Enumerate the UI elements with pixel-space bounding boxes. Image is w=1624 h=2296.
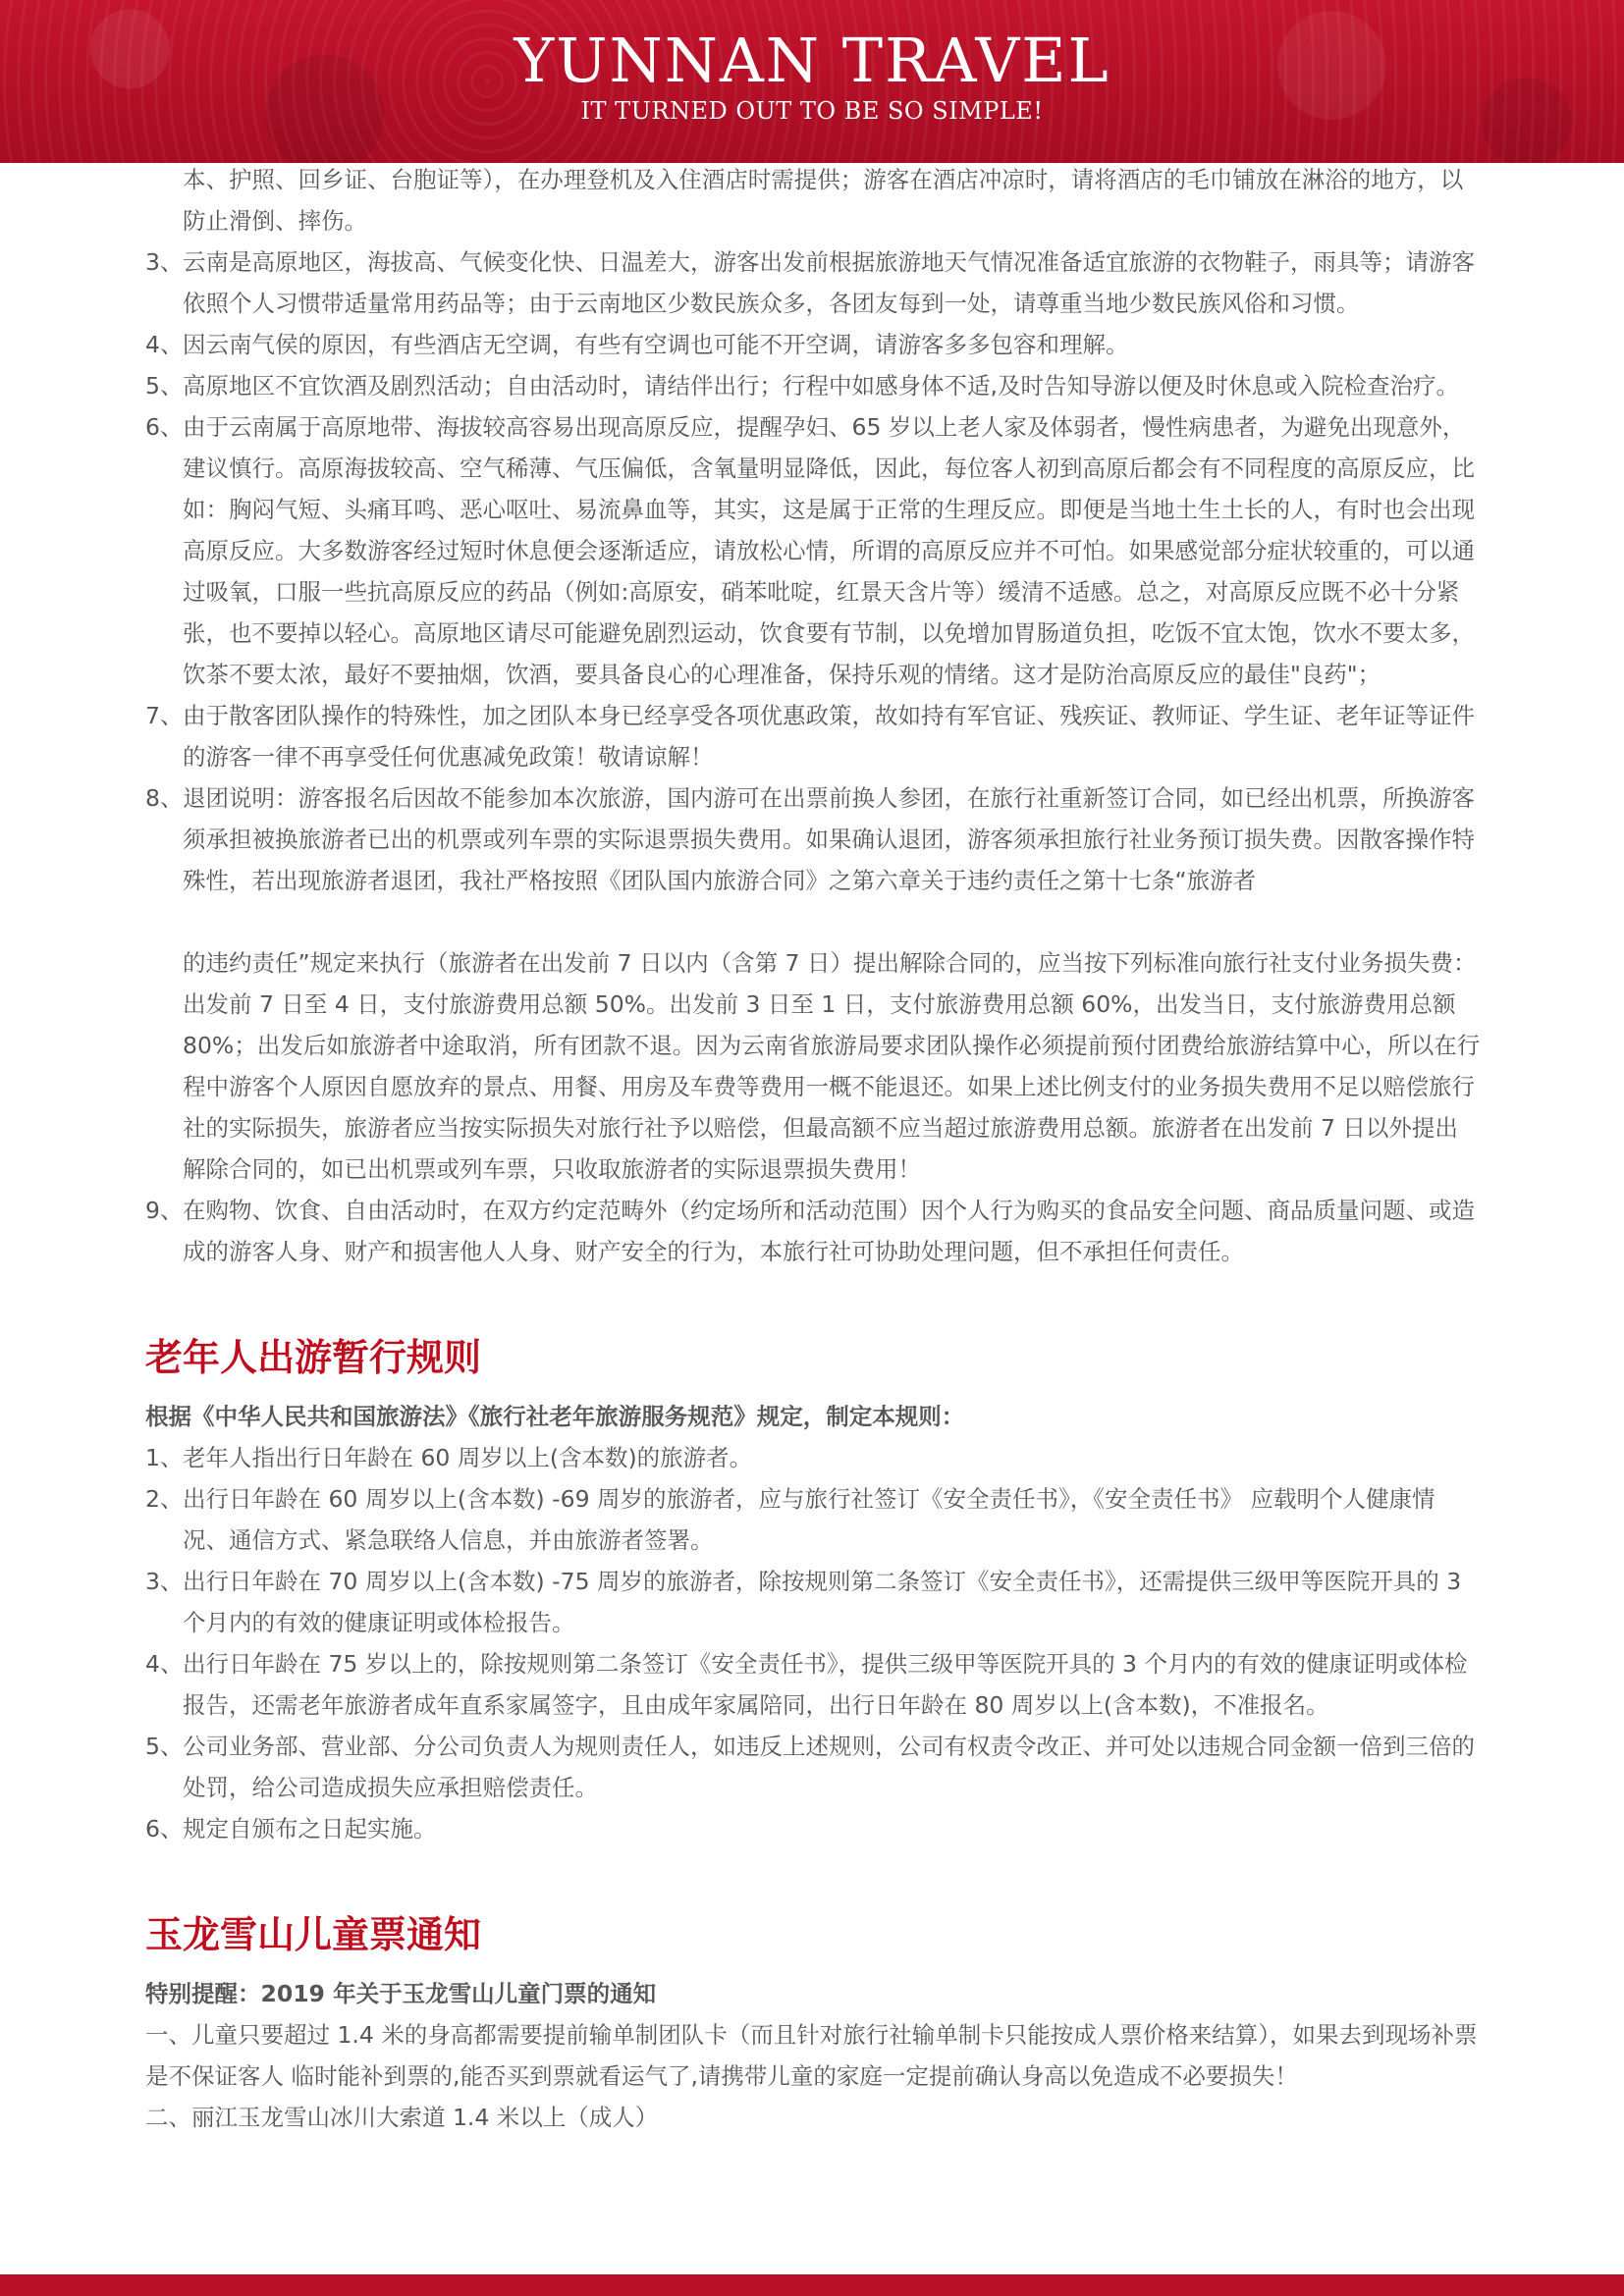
note-item-8-continued: 的违约责任”规定来执行（旅游者在出发前 7 日以内（含第 7 日）提出解除合同的，应当按下列标准向旅行社支付业务损失费：出发前 7 日至 4 日，支付旅游费用总额 50%。出发前 3 日至 1 日，支付旅游费用总额 60%，出发当日，支付旅游费用总额 80%；出发后如旅游者中途取消，所有团款不退。因为云南省旅游局要求团队操作必须提前预付团费给旅游结算中心，所以在行程中游客个人原因自愿放弃的景点、用餐、用房及车费等费用一概不能退还。如果上述比例支付的业务损失费用不足以赔偿旅行社的实际损失，旅游者应当按实际损失对旅行社予以赔偿，但最高额不应当超过旅游费用总额。旅游者在出发前 7 日以外提出解除合同的，如已出机票或列车票，只收取旅游者的实际退票损失费用！ <box>183 949 1481 1183</box>
item-number: 6、 <box>145 413 184 441</box>
brand-title: YUNNAN TRAVEL <box>514 25 1110 96</box>
note-item-5 <box>145 365 1481 406</box>
item-text: 规定自颁布之日起实施。 <box>183 1815 437 1842</box>
item-number: 6、 <box>145 1815 184 1842</box>
elderly-rule-6 <box>145 1808 1481 1849</box>
page-header-banner <box>0 0 1624 163</box>
notes-list <box>145 241 1481 1272</box>
item-text: 老年人指出行日年龄在 60 周岁以上(含本数)的旅游者。 <box>183 1444 753 1471</box>
spacer <box>145 1959 1481 1973</box>
elderly-rule-5 <box>145 1726 1481 1808</box>
item-number: 5、 <box>145 1733 184 1760</box>
item-text: 出行日年龄在 60 周岁以上(含本数) -69 周岁的旅游者，应与旅行社签订《安全责任书》，《安全责任书》 应载明个人健康情况、通信方式、紧急联络人信息，并由旅游者签署。 <box>183 1485 1435 1554</box>
document-body <box>145 159 1481 2138</box>
item-number: 3、 <box>145 248 184 276</box>
item-text-part-a: 退团说明：游客报名后因故不能参加本次旅游，国内游可在出票前换人参团，在旅行社重新签订合同，如已经出机票，所换游客须承担被换旅游者已出的机票或列车票的实际退票损失费用。如果确认退团，游客须承担旅行社业务预订损失费。因散客操作特殊性，若出现旅游者退团，我社严格按照《团队国内旅游合同》之第六章关于违约责任之第十七条“旅游者 <box>183 784 1475 894</box>
elderly-rule-4 <box>145 1643 1481 1726</box>
item-text: 因云南气侯的原因，有些酒店无空调，有些有空调也可能不开空调，请游客多多包容和理解。 <box>183 331 1129 358</box>
section-title-elderly-rules: 老年人出游暂行规则 <box>145 1336 482 1379</box>
item-number: 9、 <box>145 1197 184 1224</box>
item-number: 5、 <box>145 372 184 400</box>
note-item-8 <box>145 777 1481 901</box>
item-number: 3、 <box>145 1568 184 1595</box>
children-ticket-line-2: 二、丽江玉龙雪山冰川大索道 1.4 米以上（成人） <box>145 2104 659 2131</box>
section-spacer <box>145 1272 1481 1333</box>
note-item-6 <box>145 406 1481 695</box>
elderly-rule-3 <box>145 1561 1481 1643</box>
note-item-4 <box>145 324 1481 365</box>
section-title-children-ticket: 玉龙雪山儿童票通知 <box>145 1913 482 1956</box>
item-number: 8、 <box>145 784 184 812</box>
item-text: 云南是高原地区，海拔高、气候变化快、日温差大，游客出发前根据旅游地天气情况准备适宜旅游的衣物鞋子，雨具等；请游客依照个人习惯带适量常用药品等；由于云南地区少数民族众多，各团友每到一处，请尊重当地少数民族风俗和习惯。 <box>183 248 1475 317</box>
note-item-3 <box>145 241 1481 324</box>
item-number: 2、 <box>145 1485 184 1513</box>
item-number: 4、 <box>145 331 184 358</box>
spacer <box>145 1382 1481 1396</box>
section-spacer <box>145 1849 1481 1910</box>
spacer <box>145 901 1481 942</box>
note-item-2-continued: 本、护照、回乡证、台胞证等），在办理登机及入住酒店时需提供；游客在酒店冲凉时，请将酒店的毛巾铺放在淋浴的地方，以防止滑倒、摔伤。 <box>183 166 1464 235</box>
item-number: 1、 <box>145 1444 184 1471</box>
note-item-7 <box>145 695 1481 777</box>
item-number: 4、 <box>145 1650 184 1678</box>
item-number: 7、 <box>145 702 184 729</box>
item-text: 出行日年龄在 75 岁以上的，除按规则第二条签订《安全责任书》，提供三级甲等医院开具的 3 个月内的有效的健康证明或体检报告，还需老年旅游者成年直系家属签字，且由成年家属陪同，出行日年龄在 80 周岁以上(含本数)，不准报名。 <box>183 1650 1468 1719</box>
elderly-rule-2 <box>145 1478 1481 1561</box>
footer-bar <box>0 2274 1624 2296</box>
elderly-rules-intro: 根据《中华人民共和国旅游法》《旅行社老年旅游服务规范》规定，制定本规则： <box>145 1403 965 1430</box>
item-text: 由于散客团队操作的特殊性，加之团队本身已经享受各项优惠政策，故如持有军官证、残疾证、教师证、学生证、老年证等证件的游客一律不再享受任何优惠减免政策！敬请谅解！ <box>183 702 1475 771</box>
note-item-9 <box>145 1190 1481 1272</box>
item-text: 高原地区不宜饮酒及剧烈活动；自由活动时，请结伴出行；行程中如感身体不适,及时告知导游以便及时休息或入院检查治疗。 <box>183 372 1459 400</box>
item-text: 由于云南属于高原地带、海拔较高容易出现高原反应，提醒孕妇、65 岁以上老人家及体弱者，慢性病患者，为避免出现意外，建议慎行。高原海拔较高、空气稀薄、气压偏低，含氧量明显降低，因此，每位客人初到高原后都会有不同程度的高原反应，比如：胸闷气短、头痛耳鸣、恶心呕吐、易流鼻血等，其实，这是属于正常的生理反应。即便是当地土生土长的人，有时也会出现高原反应。大多数游客经过短时休息便会逐渐适应，请放松心情，所谓的高原反应并不可怕。如果感觉部分症状较重的，可以通过吸氧，口服一些抗高原反应的药品（例如:高原安，硝苯吡啶，红景天含片等）缓清不适感。总之，对高原反应既不必十分紧张，也不要掉以轻心。高原地区请尽可能避免剧烈运动，饮食要有节制，以免增加胃肠道负担，吃饭不宜太饱，饮水不要太多，饮茶不要太浓，最好不要抽烟，饮酒，要具备良心的心理准备，保持乐观的情绪。这才是防治高原反应的最佳"良药"； <box>183 413 1475 688</box>
item-text: 出行日年龄在 70 周岁以上(含本数) -75 周岁的旅游者，除按规则第二条签订《安全责任书》，还需提供三级甲等医院开具的 3 个月内的有效的健康证明或体检报告。 <box>183 1568 1462 1636</box>
item-text: 在购物、饮食、自由活动时，在双方约定范畴外（约定场所和活动范围）因个人行为购买的食品安全问题、商品质量问题、或造成的游客人身、财产和损害他人人身、财产安全的行为，本旅行社可协助处理问题，但不承担任何责任。 <box>183 1197 1475 1265</box>
children-ticket-subtitle: 特别提醒：2019 年关于玉龙雪山儿童门票的通知 <box>145 1980 657 2007</box>
elderly-rules-list <box>145 1437 1481 1849</box>
item-text: 公司业务部、营业部、分公司负责人为规则责任人，如违反上述规则，公司有权责令改正、并可处以违规合同金额一倍到三倍的处罚，给公司造成损失应承担赔偿责任。 <box>183 1733 1475 1801</box>
brand-slogan: IT TURNED OUT TO BE SO SIMPLE! <box>580 97 1044 125</box>
children-ticket-line-1: 一、儿童只要超过 1.4 米的身高都需要提前输单制团队卡（而且针对旅行社输单制卡只能按成人票价格来结算），如果去到现场补票是不保证客人 临时能补到票的,能否买到票就看运气了,请携带儿童的家庭一定提前确认身高以免造成不必要损失！ <box>145 2021 1478 2090</box>
elderly-rule-1 <box>145 1437 1481 1478</box>
